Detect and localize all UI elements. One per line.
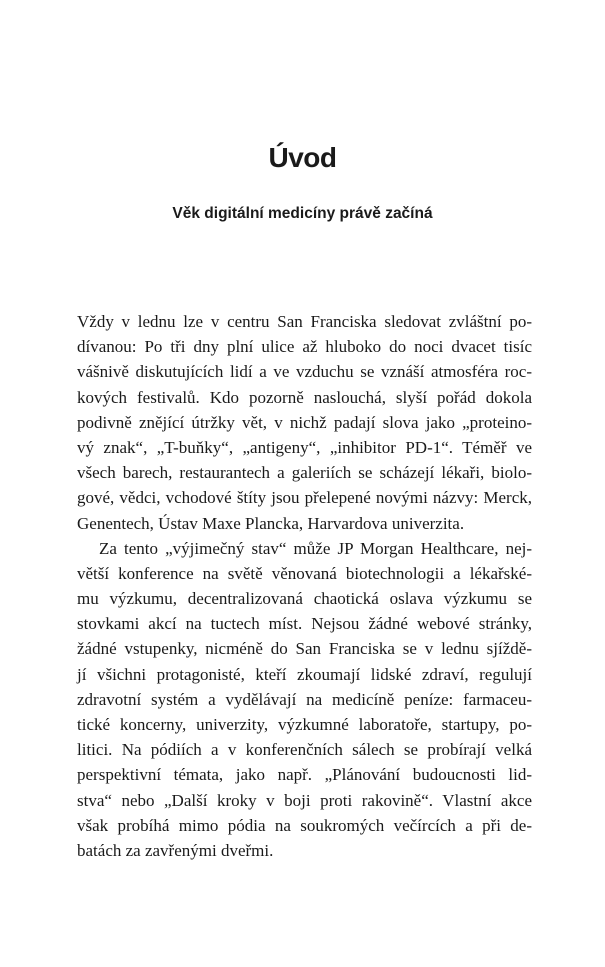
chapter-title: Úvod [268,142,337,173]
text-line: perspektivní témata, jako např. „Plánování budoucnosti lid- [77,765,532,785]
text-line: litici. Na pódiích a v konferenčních sálech se probírají velká [77,740,532,760]
text-line: větší konference na světě věnovaná biotechnologii a lékařské- [77,563,532,583]
text-line: Za tento „výjimečný stav“ může JP Morgan Healthcare, nej- [99,538,532,558]
text-line: kových festivalů. Kdo pozorně naslouchá, slyší pořád dokola [77,387,532,407]
text-line: vý znak“, „T-buňky“, „antigeny“, „inhibitor PD-1“. Téměř ve [77,437,532,457]
text-line: však probíhá mimo pódia na soukromých večírcích a při de- [77,815,532,835]
paragraph-2 [77,536,532,863]
chapter-subtitle: Věk digitální medicíny právě začíná [172,205,433,222]
text-line: tické koncerny, univerzity, výzkumné laboratoře, startupy, po- [77,715,532,734]
text-line: žádné vstupenky, nicméně do San Franciska se v lednu sjíždě- [77,639,532,659]
text-line: mu výzkumu, decentralizovaná chaotická oslava výzkumu se [77,589,532,609]
paragraph-1 [77,309,532,536]
text-line: dívanou: Po tři dny plní ulice až hluboko do noci dvacet tisíc [77,337,532,357]
text-line: podivně znějící útržky vět, v nichž padají slova jako „proteino- [77,412,532,432]
text-line: vášnivě diskutujících lidí a ve vzduchu se vznáší atmosféra roc- [77,362,532,382]
text-line: batách za zavřenými dveřmi. [77,840,274,860]
text-line: jí všichni protagonisté, kteří zkoumají lidské zdraví, regulují [77,664,532,684]
text-line: všech barech, restaurantech a galeriích se scházejí lékaři, biolo- [77,463,532,483]
text-line: zdravotní systém a vydělávají na medicíně peníze: farmaceu- [77,689,532,709]
text-line: gové, vědci, vchodové štíty jsou přelepené novými názvy: Merck, [77,488,532,508]
text-line: Vždy v lednu lze v centru San Franciska sledovat zvláštní po- [77,312,532,331]
text-line: stovkami akcí na tuctech míst. Nejsou žádné webové stránky, [77,614,532,634]
text-line: stva“ nebo „Další kroky v boji proti rakovině“. Vlastní akce [77,790,532,810]
body-text [77,309,532,863]
text-line: Genentech, Ústav Maxe Plancka, Harvardova univerzita. [77,513,465,533]
